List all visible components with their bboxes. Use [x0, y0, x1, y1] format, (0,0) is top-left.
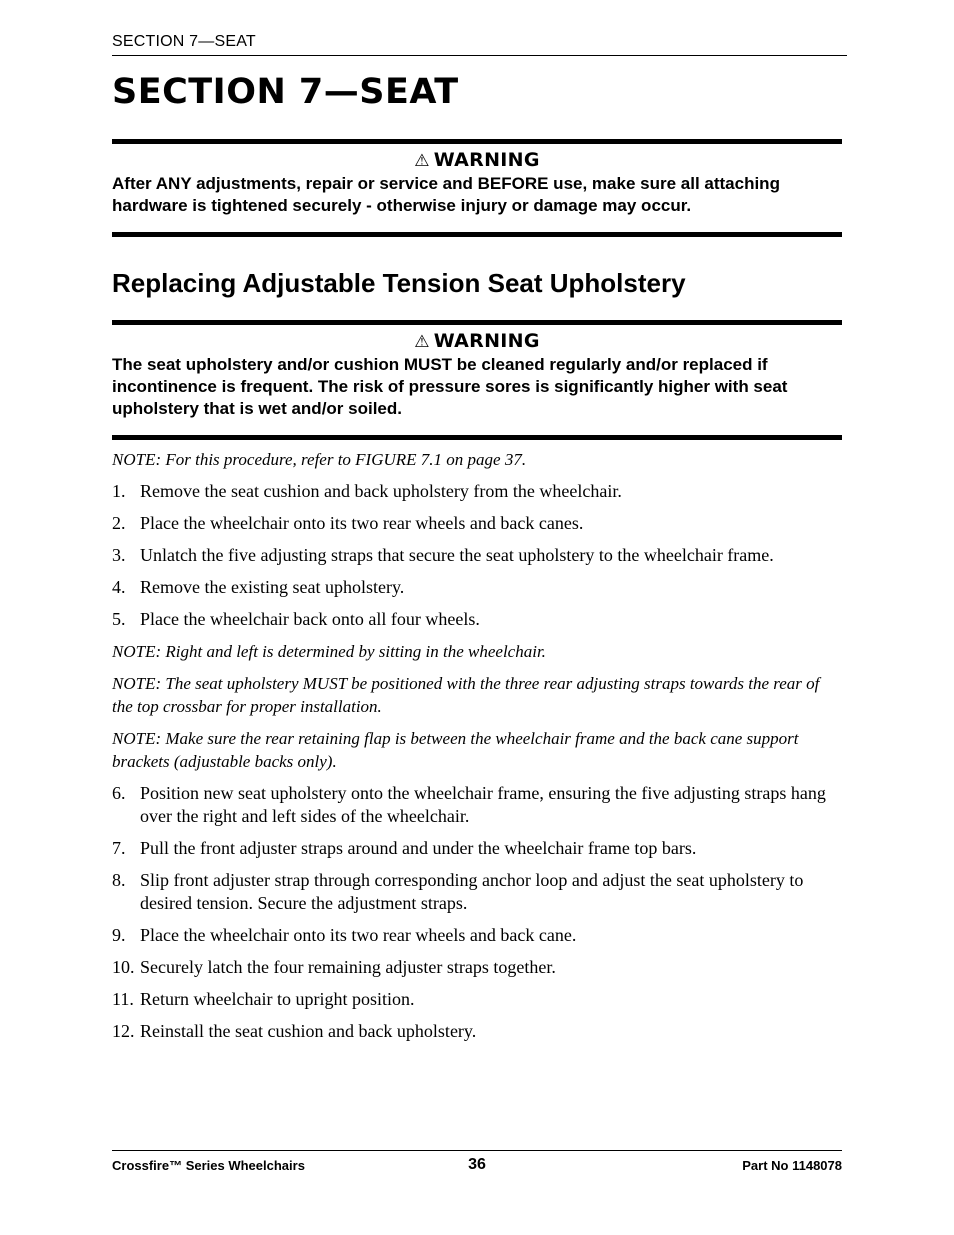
step-text: Reinstall the seat cushion and back upholstery.	[140, 1021, 477, 1041]
step-text: Remove the seat cushion and back upholstery from the wheelchair.	[140, 481, 622, 501]
step-text: Return wheelchair to upright position.	[140, 989, 415, 1009]
step-number: 3.	[112, 545, 126, 565]
procedure-body	[112, 448, 842, 1052]
list-item	[112, 576, 842, 599]
running-head-rule	[112, 55, 847, 56]
list-item	[112, 956, 842, 979]
list-item	[112, 512, 842, 535]
warning-label: WARNING	[433, 149, 540, 171]
list-item	[112, 869, 842, 915]
step-text: Place the wheelchair onto its two rear wheels and back cane.	[140, 925, 577, 945]
warning-heading	[112, 330, 842, 352]
warning-heading	[112, 149, 842, 171]
warning-text: After ANY adjustments, repair or service and BEFORE use, make sure all attaching hardware is tightened securely - otherwise injury or damage may occur.	[112, 174, 780, 215]
warning-triangle-icon: ⚠	[414, 151, 430, 171]
step-text: Pull the front adjuster straps around and under the wheelchair frame top bars.	[140, 838, 697, 858]
step-number: 11.	[112, 989, 134, 1009]
warning-box-general	[112, 139, 842, 237]
step-number: 5.	[112, 609, 126, 629]
step-number: 8.	[112, 870, 126, 890]
warning-box-upholstery	[112, 320, 842, 440]
warning-label: WARNING	[433, 330, 540, 352]
running-head: SECTION 7—SEAT	[112, 33, 256, 50]
list-item	[112, 782, 842, 828]
list-item	[112, 988, 842, 1011]
step-number: 9.	[112, 925, 126, 945]
list-item	[112, 608, 842, 631]
step-text: Remove the existing seat upholstery.	[140, 577, 405, 597]
steps-list-second	[112, 782, 842, 1043]
step-text: Securely latch the four remaining adjuster straps together.	[140, 957, 556, 977]
section-title: SECTION 7—SEAT	[112, 72, 459, 112]
note-positioning: NOTE: The seat upholstery MUST be positioned with the three rear adjusting straps towards the rear of the top crossbar for proper installation.	[112, 674, 820, 716]
step-text: Position new seat upholstery onto the wheelchair frame, ensuring the five adjusting straps hang over the right and left sides of the wheelchair.	[140, 783, 826, 826]
step-text: Place the wheelchair onto its two rear wheels and back canes.	[140, 513, 584, 533]
note-right-left: NOTE: Right and left is determined by sitting in the wheelchair.	[112, 642, 546, 661]
footer-product-name: Crossfire™ Series Wheelchairs	[112, 1158, 305, 1173]
note-retaining-flap: NOTE: Make sure the rear retaining flap is between the wheelchair frame and the back cane support brackets (adjustable backs only).	[112, 729, 799, 771]
list-item	[112, 924, 842, 947]
footer-part-number: Part No 1148078	[742, 1158, 842, 1173]
procedure-heading: Replacing Adjustable Tension Seat Upholstery	[112, 268, 686, 298]
step-number: 2.	[112, 513, 126, 533]
list-item	[112, 544, 842, 567]
step-text: Slip front adjuster strap through corresponding anchor loop and adjust the seat upholstery to desired tension. Secure the adjustment straps.	[140, 870, 804, 913]
step-number: 7.	[112, 838, 126, 858]
step-text: Place the wheelchair back onto all four wheels.	[140, 609, 480, 629]
warning-text: The seat upholstery and/or cushion MUST be cleaned regularly and/or replaced if incontinence is frequent. The risk of pressure sores is significantly higher with seat upholstery that is wet and/or soiled.	[112, 355, 788, 418]
step-number: 6.	[112, 783, 126, 803]
list-item	[112, 1020, 842, 1043]
note-figure-reference: NOTE: For this procedure, refer to FIGURE 7.1 on page 37.	[112, 450, 527, 469]
page-number: 36	[468, 1156, 486, 1173]
list-item	[112, 480, 842, 503]
warning-triangle-icon: ⚠	[414, 332, 430, 352]
step-number: 1.	[112, 481, 126, 501]
step-number: 10.	[112, 957, 135, 977]
step-number: 12.	[112, 1021, 135, 1041]
list-item	[112, 837, 842, 860]
step-text: Unlatch the five adjusting straps that secure the seat upholstery to the wheelchair frame.	[140, 545, 774, 565]
step-number: 4.	[112, 577, 126, 597]
steps-list-first	[112, 480, 842, 631]
footer-rule	[112, 1150, 842, 1151]
